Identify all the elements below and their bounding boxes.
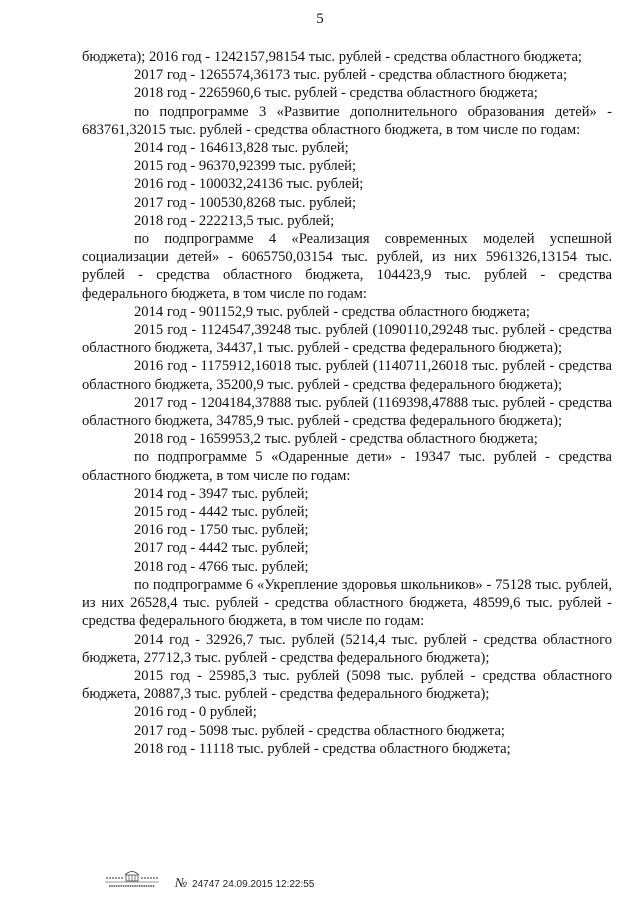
paragraph: 2018 год - 11118 тыс. рублей - средства областного бюджета; xyxy=(134,740,511,757)
paragraph: 2016 год - 1750 тыс. рублей; xyxy=(134,522,309,539)
paragraph: 2014 год - 164613,828 тыс. рублей; xyxy=(134,140,349,157)
paragraph: по подпрограмме 5 «Одаренные дети» - 19347 тыс. рублей - средства областного бюджета, в том числе по годам: xyxy=(82,449,612,484)
paragraph: 2018 год - 2265960,6 тыс. рублей - средства областного бюджета; xyxy=(134,85,538,102)
number-sign: № xyxy=(175,875,188,890)
page-number: 5 xyxy=(316,11,324,27)
registration-footer xyxy=(103,866,523,890)
paragraph: 2015 год - 25985,3 тыс. рублей (5098 тыс. рублей - средства областного бюджета, 20887,3 тыс. рублей - средства федерального бюджета); xyxy=(82,667,612,703)
paragraph: 2014 год - 3947 тыс. рублей; xyxy=(134,485,309,502)
paragraph: по подпрограмме 4 «Реализация современных моделей успешной социализации детей» - 6065750,03154 тыс. рублей, из них 5961326,13154 тыс. рублей - средства областного бюджета, 104423,9 тыс. рублей - средства федерального бюджета, в том числе по годам: xyxy=(82,231,612,302)
paragraph: 2018 год - 4766 тыс. рублей; xyxy=(134,558,309,575)
registration-info: 24747 24.09.2015 12:22:55 xyxy=(192,879,315,890)
paragraph: 2015 год - 1124547,39248 тыс. рублей (1090110,29248 тыс. рублей - средства областного бюджета, 34437,1 тыс. рублей - средства федерального бюджета); xyxy=(82,322,612,357)
paragraph: 2016 год - 1175912,16018 тыс. рублей (1140711,26018 тыс. рублей - средства областного бюджета, 35200,9 тыс. рублей - средства федерального бюджета); xyxy=(82,358,612,393)
office-seal-logo xyxy=(103,866,161,890)
paragraph: 2016 год - 0 рублей; xyxy=(134,704,257,721)
paragraph: 2017 год - 4442 тыс. рублей; xyxy=(134,540,309,557)
paragraph: 2017 год - 1265574,36173 тыс. рублей - средства областного бюджета; xyxy=(134,67,568,84)
paragraph: по подпрограмме 6 «Укрепление здоровья школьников» - 75128 тыс. рублей, из них 26528,4 тыс. рублей - средства областного бюджета, 48599,6 тыс. рублей - средства федерального бюджета, в том числе по годам: xyxy=(82,576,612,630)
paragraph: 2016 год - 100032,24136 тыс. рублей; xyxy=(134,176,364,193)
paragraph: 2015 год - 96370,92399 тыс. рублей; xyxy=(134,158,357,175)
paragraph: 2017 год - 1204184,37888 тыс. рублей (1169398,47888 тыс. рублей - средства областного бюджета, 34785,9 тыс. рублей - средства федерального бюджета); xyxy=(82,394,612,430)
paragraph: 2018 год - 222213,5 тыс. рублей; xyxy=(134,212,335,229)
document-body xyxy=(82,48,612,758)
paragraph: 2015 год - 4442 тыс. рублей; xyxy=(134,504,309,521)
paragraph: 2018 год - 1659953,2 тыс. рублей - средства областного бюджета; xyxy=(134,431,538,448)
paragraph: 2017 год - 5098 тыс. рублей - средства областного бюджета; xyxy=(134,722,505,739)
paragraph: по подпрограмме 3 «Развитие дополнительного образования детей» - 683761,32015 тыс. рублей - средства областного бюджета, в том числе по годам: xyxy=(82,103,612,138)
paragraph: 2017 год - 100530,8268 тыс. рублей; xyxy=(134,194,357,211)
paragraph: 2014 год - 32926,7 тыс. рублей (5214,4 тыс. рублей - средства областного бюджета, 27712,3 тыс. рублей - средства федерального бюджета); xyxy=(82,631,612,666)
paragraph: 2014 год - 901152,9 тыс. рублей - средства областного бюджета; xyxy=(134,303,530,320)
paragraph: бюджета); 2016 год - 1242157,98154 тыс. рублей - средства областного бюджета; xyxy=(82,49,582,65)
registration-stamp xyxy=(175,874,314,894)
